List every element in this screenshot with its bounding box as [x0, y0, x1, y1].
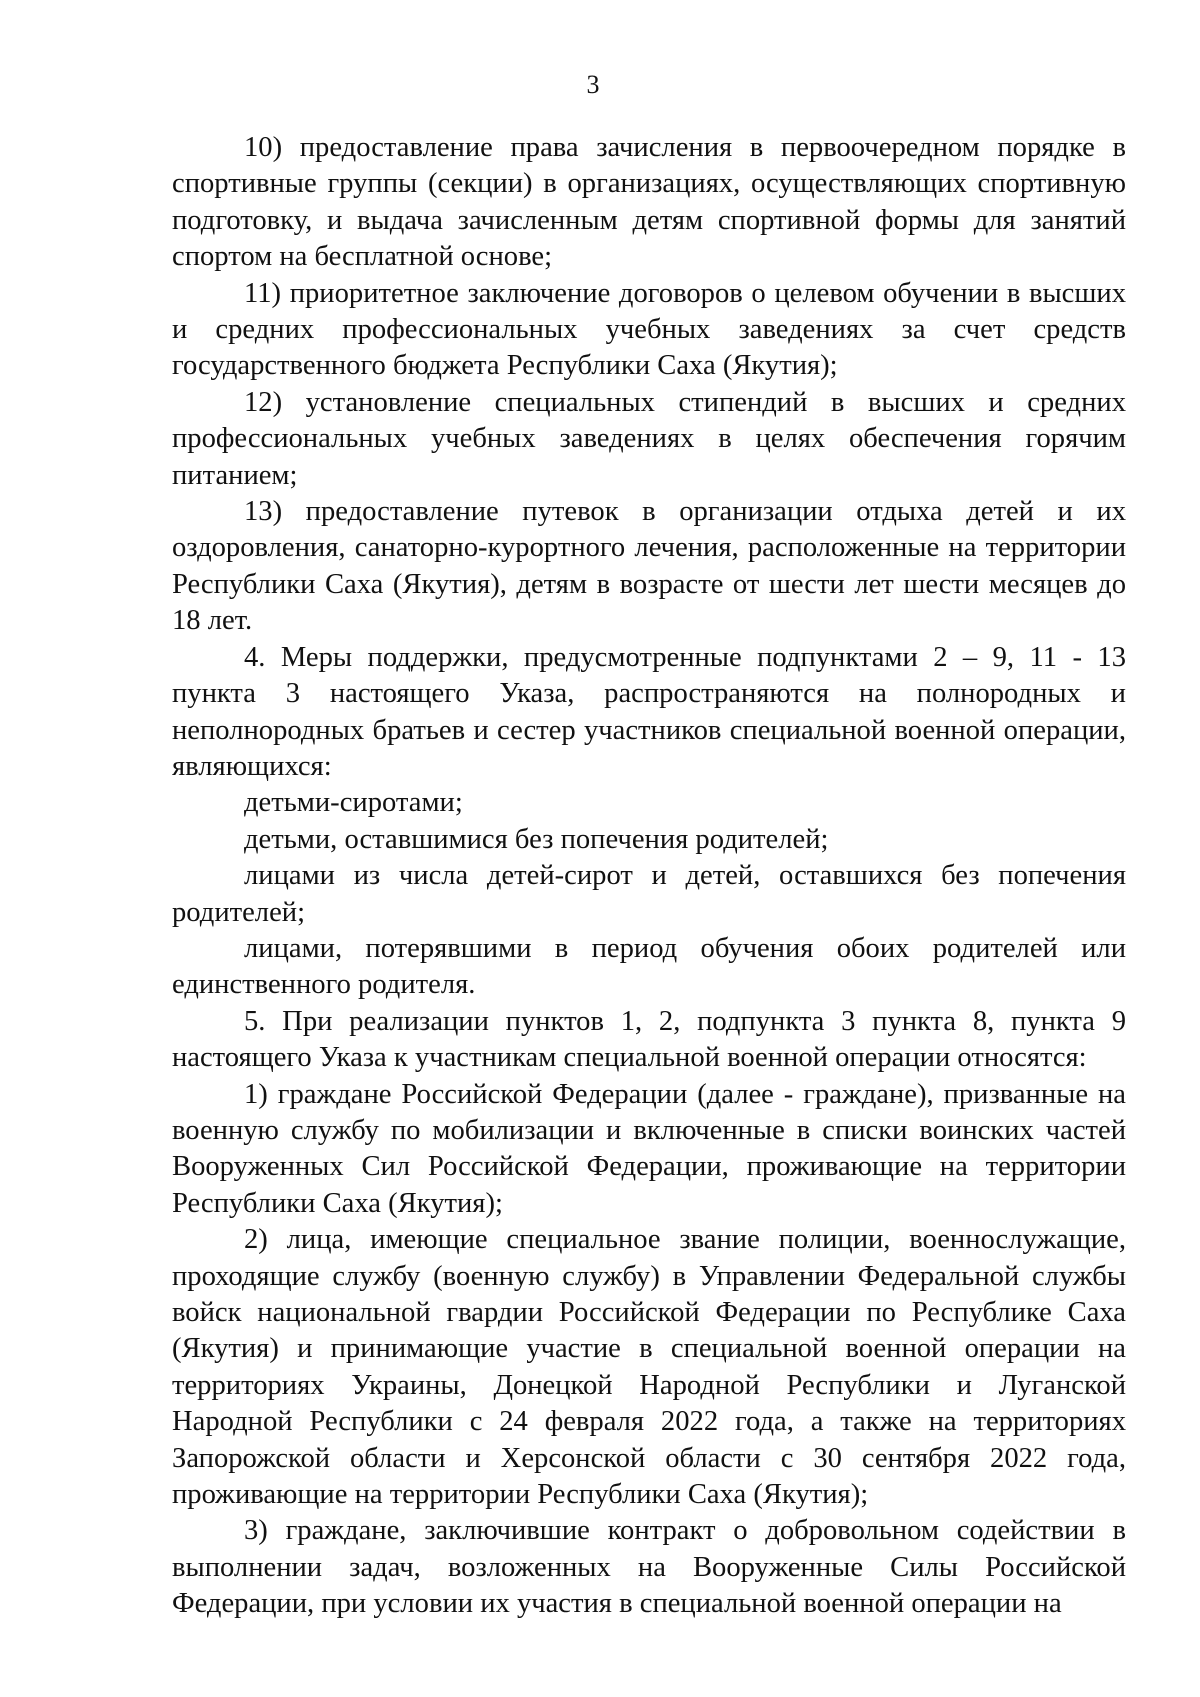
paragraph-clause-4: 4. Меры поддержки, предусмотренные подпунктами 2 – 9, 11 - 13 пункта 3 настоящего Указа, распространяются на полнородных и неполнородных братьев и сестер участников специальной военной операции, являющихся: — [172, 641, 1126, 782]
paragraph-lost-parents: лицами, потерявшими в период обучения обоих родителей или единственного родителя. — [172, 932, 1126, 1001]
document-body — [172, 130, 1126, 1623]
paragraph-subitem-1: 1) граждане Российской Федерации (далее - граждане), призванные на военную службу по мобилизации и включенные в списки воинских частей Вооруженных Сил Российской Федерации, проживающие на территории Республики Саха (Якутия); — [172, 1078, 1126, 1219]
paragraph-subitem-3: 3) граждане, заключившие контракт о добровольном содействии в выполнении задач, возложенных на Вооруженные Силы Российской Федерации, при условии их участия в специальной военной операции на — [172, 1515, 1126, 1620]
page-number: 3 — [586, 70, 600, 99]
paragraph-subitem-2: 2) лица, имеющие специальное звание полиции, военнослужащие, проходящие службу (военную службу) в Управлении Федеральной службы войск национальной гвардии Российской Федерации по Республике Саха (Якутия) и принимающие участие в специальной военной операции на территориях Украины, Донецкой Народной Республики и Луганской Народной Республики с 24 февраля 2022 года, а также на территориях Запорожской области и Херсонской области с 30 сентября 2022 года, проживающие на территории Республики Саха (Якутия); — [172, 1224, 1126, 1511]
paragraph-orphans: детьми-сиротами; — [244, 787, 463, 819]
paragraph-item-10: 10) предоставление права зачисления в первоочередном порядке в спортивные группы (секции) в организациях, осуществляющих спортивную подготовку, и выдача зачисленным детям спортивной формы для занятий спортом на бесплатной основе; — [172, 132, 1126, 273]
paragraph-without-parental-care: детьми, оставшимися без попечения родителей; — [244, 823, 829, 855]
paragraph-item-11: 11) приоритетное заключение договоров о целевом обучении в высших и средних профессиональных учебных заведениях за счет средств государственного бюджета Республики Саха (Якутия); — [172, 277, 1126, 382]
paragraph-item-13: 13) предоставление путевок в организации отдыха детей и их оздоровления, санаторно-курортного лечения, расположенные на территории Республики Саха (Якутия), детям в возрасте от шести лет шести месяцев до 18 лет. — [172, 496, 1126, 637]
paragraph-item-12: 12) установление специальных стипендий в высших и средних профессиональных учебных заведениях в целях обеспечения горячим питанием; — [172, 386, 1126, 491]
paragraph-from-orphans: лицами из числа детей-сирот и детей, оставшихся без попечения родителей; — [172, 860, 1126, 928]
paragraph-clause-5: 5. При реализации пунктов 1, 2, подпункта 3 пункта 8, пункта 9 настоящего Указа к участникам специальной военной операции относятся: — [172, 1005, 1126, 1074]
